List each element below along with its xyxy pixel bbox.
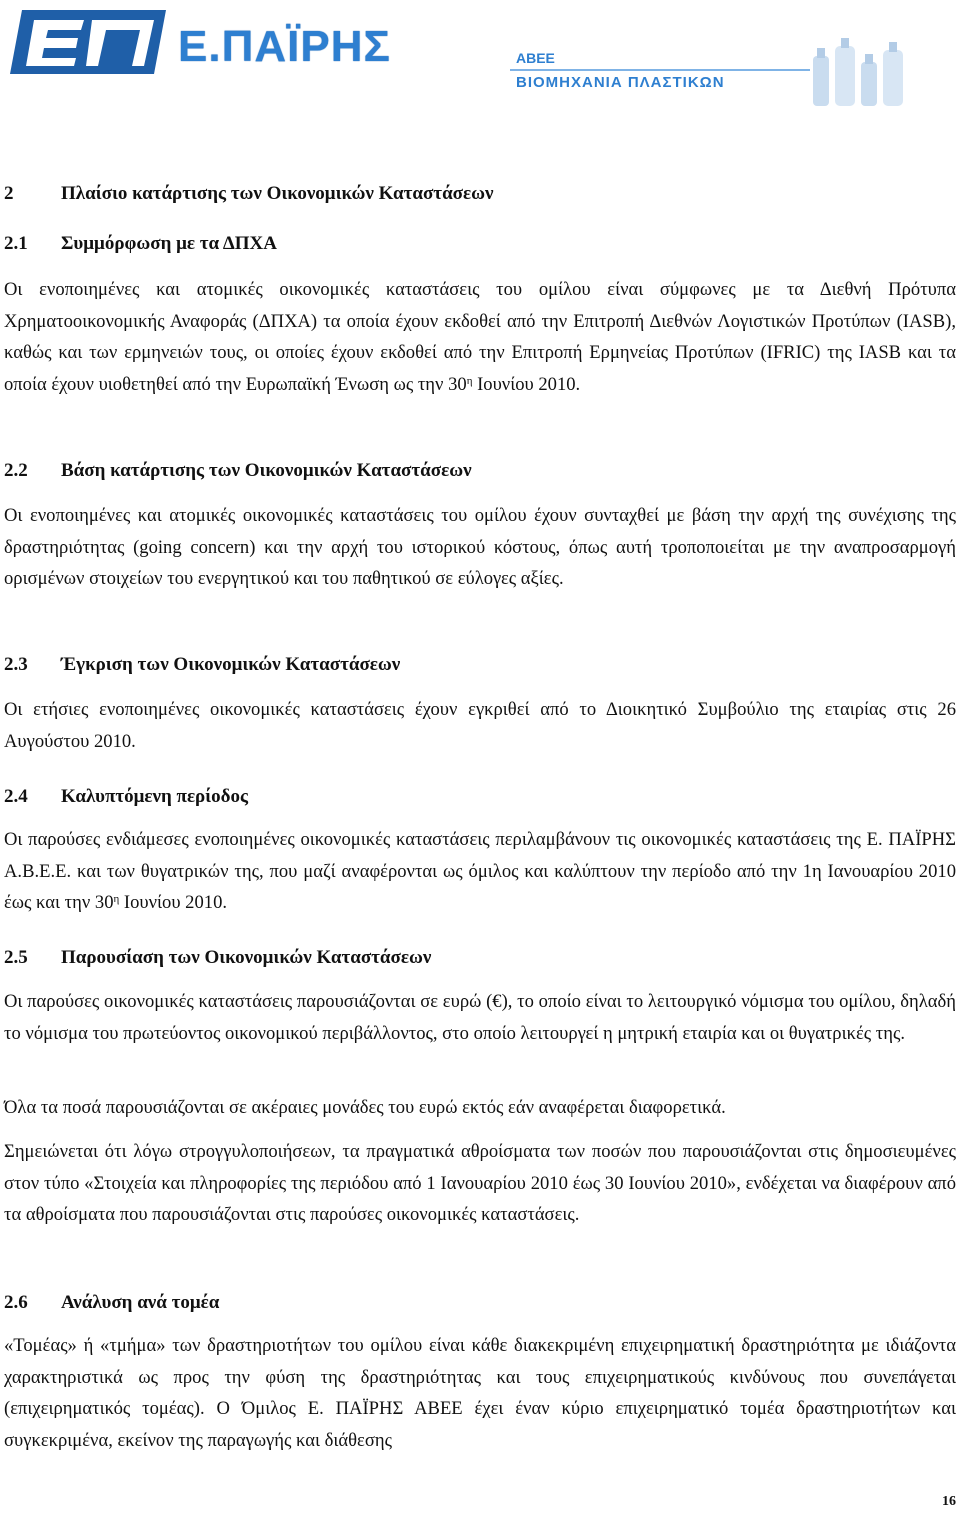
section-title: Παρουσίαση των Οικονομικών Καταστάσεων <box>61 947 432 968</box>
section-2-5-paragraph-3: Σημειώνεται ότι λόγω στρογγυλοποιήσεων, τα πραγματικά αθροίσματα των ποσών που παρουσιάζονται στις δημοσιευμένες στον τύπο «Στοιχεία και πληροφορίες της περιόδου από 1 Ιανουαρίου 2010 έως 30 Ιουνίου 2010», ενδέχεται να διαφέρουν από τα αθροίσματα που παρουσιάζονται στις παρούσες οικονομικές καταστάσεις. <box>4 1141 956 1225</box>
bottles-icon <box>805 34 920 109</box>
section-2-2-heading <box>4 460 472 482</box>
section-2-4-paragraph: Οι παρούσες ενδιάμεσες ενοποιημένες οικονομικές καταστάσεις περιλαμβάνουν τις οικονομικές καταστάσεις της Ε. ΠΑΪΡΗΣ Α.Β.Ε.Ε. και των θυγατρικών της, που μαζί αναφέρονται ως όμιλος και καλύπτουν την περίοδο από την 1η Ιανουαρίου 2010 έως και την $30^\eta$ Ιουνίου 2010. <box>4 829 956 913</box>
section-2-5-paragraph-2: Όλα τα ποσά παρουσιάζονται σε ακέραιες μονάδες του ευρώ εκτός εάν αναφέρεται διαφορετικά. <box>4 1097 726 1118</box>
page-number: 16 <box>942 1494 956 1509</box>
section-2-2-paragraph: Οι ενοποιημένες και ατομικές οικονομικές καταστάσεις του ομίλου έχουν συνταχθεί με βάση την αρχή της συνέχισης της δραστηριότητας (going concern) και την αρχή του ιστορικού κόστους, όπως αυτή τροποποιείται με την αναπροσαρμογή ορισμένων στοιχείων του ενεργητικού και του παθητικού σε εύλογες αξίες. <box>4 505 956 589</box>
section-2-4-heading <box>4 786 248 808</box>
section-number: 2.2 <box>4 460 28 481</box>
superscript: η <box>466 374 473 387</box>
document-header <box>0 0 960 120</box>
company-suffix: ΑΒΕΕ <box>516 50 555 66</box>
section-title: Έγκριση των Οικονομικών Καταστάσεων <box>61 654 401 675</box>
section-number: 2.5 <box>4 947 28 968</box>
section-number: 2.1 <box>4 233 28 254</box>
section-number: 2.3 <box>4 654 28 675</box>
section-number: 2.6 <box>4 1292 28 1313</box>
section-2-heading <box>4 183 494 205</box>
section-title: Πλαίσιο κατάρτισης των Οικονομικών Καταστάσεων <box>61 183 494 204</box>
company-logo-icon <box>8 6 168 78</box>
section-2-5-paragraph-1: Οι παρούσες οικονομικές καταστάσεις παρουσιάζονται σε ευρώ (€), το οποίο είναι το λειτουργικό νόμισμα του ομίλου, δηλαδή το νόμισμα του πρωτεύοντος οικονομικού περιβάλλοντος, στο οποίο λειτουργεί η μητρική εταιρία και οι θυγατρικές της. <box>4 991 956 1044</box>
section-2-5-heading <box>4 947 431 969</box>
section-2-1-heading <box>4 233 277 255</box>
section-title: Καλυπτόμενη περίοδος <box>61 786 248 807</box>
section-2-6-heading <box>4 1292 219 1314</box>
header-divider <box>510 69 810 71</box>
company-subtitle: ΒΙΟΜΗΧΑΝΙΑ ΠΛΑΣΤΙΚΩΝ <box>516 74 725 91</box>
section-title: Βάση κατάρτισης των Οικονομικών Καταστάσεων <box>61 460 472 481</box>
superscript: η <box>113 893 120 905</box>
section-2-1-paragraph: Οι ενοποιημένες και ατομικές οικονομικές καταστάσεις του ομίλου είναι σύμφωνες με τα Διεθνή Πρότυπα Χρηματοοικονομικής Αναφοράς (ΔΠΧΑ) τα οποία έχουν εκδοθεί από την Επιτροπή Διεθνών Λογιστικών Προτύπων (IASB), καθώς και των ερμηνειών τους, οι οποίες έχουν εκδοθεί από την Επιτροπή Ερμηνείας Προτύπων (IFRIC) της IASB και τα οποία έχουν υιοθετηθεί από την Ευρωπαϊκή Ένωση ως την $30^\eta$ Ιουνίου 2010. <box>4 279 956 395</box>
section-2-3-paragraph: Οι ετήσιες ενοποιημένες οικονομικές καταστάσεις έχουν εγκριθεί από το Διοικητικό Συμβούλιο της εταιρίας στις 26 Αυγούστου 2010. <box>4 699 956 752</box>
section-number: 2 <box>4 183 14 204</box>
section-2-6-paragraph: «Τομέας» ή «τμήμα» των δραστηριοτήτων του ομίλου είναι κάθε διακεκριμένη επιχειρηματική δραστηριότητα με ιδιάζοντα χαρακτηριστικά ως προς την φύση της δραστηριότητας και τους επιχειρηματικούς κινδύνους που συνεπάγεται (επιχειρηματικός τομέας). Ο Όμιλος Ε. ΠΑΪΡΗΣ ΑΒΕΕ έχει έναν κύριο επιχειρηματικό τομέα δραστηριοτήτων και συγκεκριμένα, εκείνον της παραγωγής και διάθεσης <box>4 1335 956 1451</box>
section-number: 2.4 <box>4 786 28 807</box>
company-name: Ε.ΠΑΪΡΗΣ <box>178 22 391 71</box>
section-2-3-heading <box>4 654 400 676</box>
section-title: Συμμόρφωση με τα ΔΠΧΑ <box>61 233 277 254</box>
section-title: Ανάλυση ανά τομέα <box>61 1292 220 1313</box>
